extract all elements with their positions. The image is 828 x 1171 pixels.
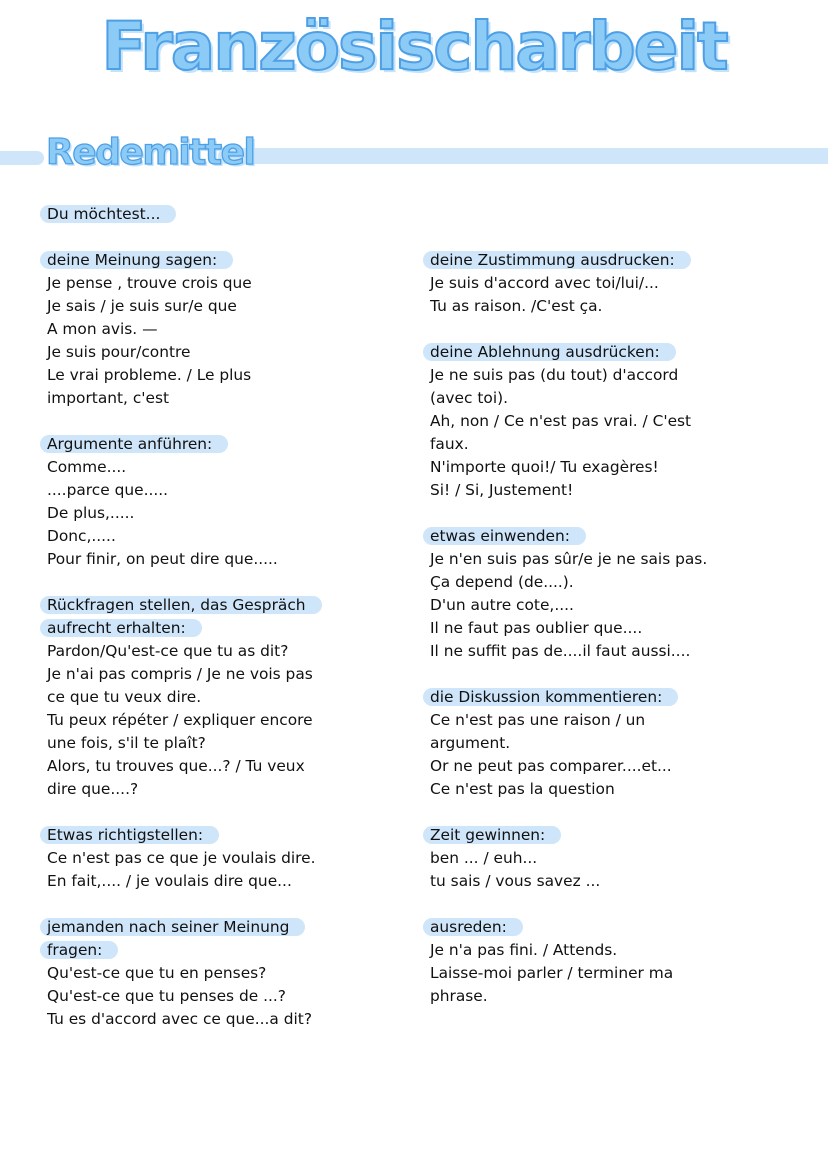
phrase-line: ben ... / euh... [430,849,538,867]
phrase-line: De plus,..... [47,504,135,522]
phrase-line: Je n'en suis pas sûr/e je ne sais pas. [430,550,708,568]
section-heading: Redemittel [46,132,255,173]
phrase-group [430,341,810,502]
phrase-line: Ce n'est pas une raison / un [430,711,646,729]
phrase-group [430,686,810,801]
group-heading: Etwas richtigstellen: [40,826,219,844]
phrase-line: Il ne suffit pas de....il faut aussi.... [430,642,691,660]
phrase-line: tu sais / vous savez ... [430,872,601,890]
phrase-line: A mon avis. — [47,320,158,338]
phrase-line: Si! / Si, Justement! [430,481,574,499]
phrase-line: Pour finir, on peut dire que..... [47,550,278,568]
phrase-line: Je ne suis pas (du tout) d'accord [430,366,679,384]
group-heading: aufrecht erhalten: [40,619,202,637]
phrase-line: Ça depend (de....). [430,573,574,591]
group-heading: etwas einwenden: [423,527,586,545]
phrase-line: ce que tu veux dire. [47,688,202,706]
group-heading: deine Zustimmung ausdrucken: [423,251,691,269]
group-heading: Argumente anführen: [40,435,228,453]
phrase-line: Donc,..... [47,527,116,545]
left-column [47,203,407,1031]
phrase-group [430,916,810,1008]
phrase-line: Je sais / je suis sur/e que [47,297,237,315]
phrase-line: En fait,.... / je voulais dire que... [47,872,292,890]
phrase-line: D'un autre cote,.... [430,596,574,614]
phrase-line: Je suis pour/contre [47,343,191,361]
group-heading: ausreden: [423,918,523,936]
phrase-line: Qu'est-ce que tu en penses? [47,964,267,982]
phrase-group [430,249,810,318]
phrase-line: Ah, non / Ce n'est pas vrai. / C'est [430,412,692,430]
phrase-line: Comme.... [47,458,127,476]
group-heading: deine Meinung sagen: [40,251,233,269]
phrase-line: Laisse-moi parler / terminer ma [430,964,674,982]
phrase-line: Alors, tu trouves que...? / Tu veux [47,757,305,775]
phrase-line: ....parce que..... [47,481,169,499]
phrase-line: N'importe quoi!/ Tu exagères! [430,458,659,476]
phrase-group [47,824,407,893]
phrase-line: Pardon/Qu'est-ce que tu as dit? [47,642,289,660]
group-heading: Du möchtest... [40,205,176,223]
group-heading: fragen: [40,941,118,959]
phrase-line: (avec toi). [430,389,508,407]
phrase-line: Je pense , trouve crois que [47,274,252,292]
group-heading: deine Ablehnung ausdrücken: [423,343,676,361]
phrase-line: Ce n'est pas la question [430,780,615,798]
group-heading: die Diskussion kommentieren: [423,688,678,706]
phrase-line: dire que....? [47,780,139,798]
phrase-line: argument. [430,734,511,752]
phrase-group [47,249,407,410]
group-heading: Rückfragen stellen, das Gespräch [40,596,322,614]
phrase-group [47,203,407,226]
phrase-line: Le vrai probleme. / Le plus [47,366,252,384]
phrase-line: Qu'est-ce que tu penses de ...? [47,987,286,1005]
group-heading: jemanden nach seiner Meinung [40,918,305,936]
phrase-line: Tu es d'accord avec ce que...a dit? [47,1010,313,1028]
phrase-line: Je n'ai pas compris / Je ne vois pas [47,665,313,683]
phrase-line: important, c'est [47,389,170,407]
right-column [430,203,810,1008]
phrase-line: une fois, s'il te plaît? [47,734,206,752]
phrase-line: faux. [430,435,469,453]
section-header-bar-left [0,151,44,165]
phrase-line: Tu as raison. /C'est ça. [430,297,603,315]
group-heading: Zeit gewinnen: [423,826,561,844]
phrase-line: Je n'a pas fini. / Attends. [430,941,618,959]
phrase-line: Or ne peut pas comparer....et... [430,757,672,775]
phrase-group [430,525,810,663]
phrase-group [47,594,407,801]
phrase-line: phrase. [430,987,488,1005]
phrase-line: Tu peux répéter / expliquer encore [47,711,313,729]
phrase-group [47,916,407,1031]
phrase-line: Je suis d'accord avec toi/lui/... [430,274,659,292]
phrase-group [47,433,407,571]
section-header-bar-right [218,148,828,164]
phrase-line: Il ne faut pas oublier que.... [430,619,643,637]
phrase-group [430,824,810,893]
page-title: Französischarbeit [101,8,727,85]
phrase-line: Ce n'est pas ce que je voulais dire. [47,849,316,867]
